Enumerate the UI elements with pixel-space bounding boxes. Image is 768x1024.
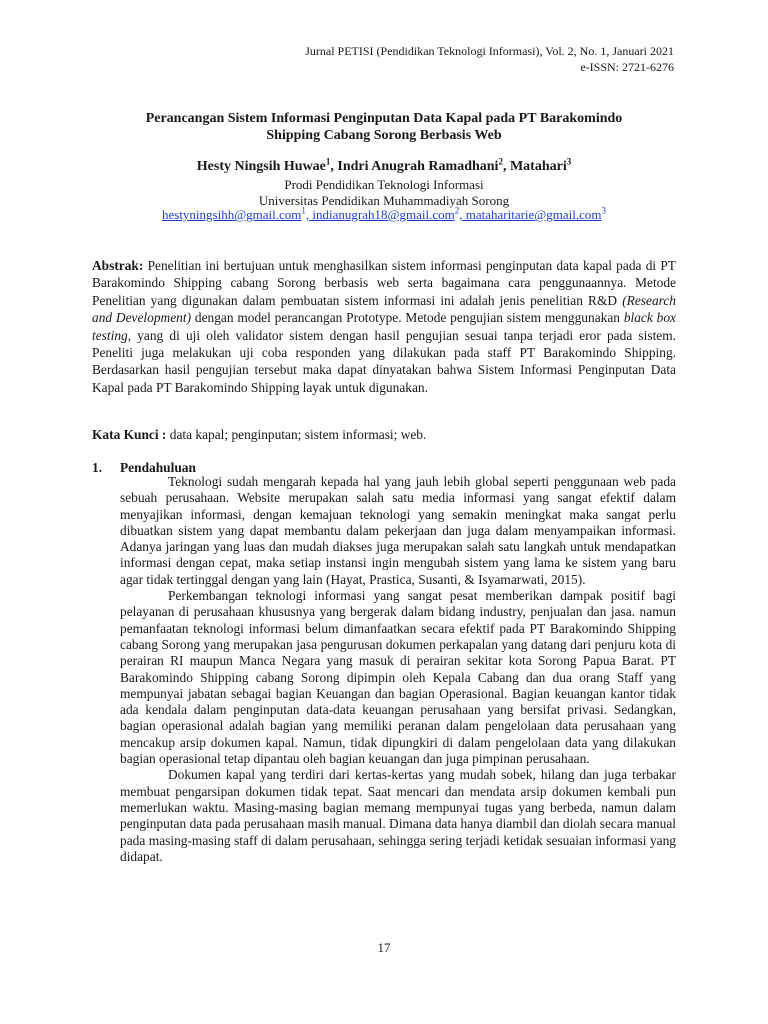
keywords-label: Kata Kunci : xyxy=(92,427,167,442)
email-link[interactable]: mataharitarie@gmail.com xyxy=(465,207,602,222)
keywords xyxy=(92,426,676,443)
author-separator: , xyxy=(330,159,338,174)
title-line-1: Perancangan Sistem Informasi Penginputan Data Kapal pada PT Barakomindo xyxy=(145,111,623,126)
abstract-text: yang di uji oleh validator sistem dengan hasil pengujian sesuai tanpa terjadi eror pada sistem. Peneliti juga melakukan uji coba responden yang dilakukan pada staff PT Barakomindo Shipping. Berdasarkan hasil pengujian tersebut maka dapat dinyatakan bahwa Sistem Informasi Penginputan Data Kapal pada PT Barakomindo Shipping layak untuk digunakan. xyxy=(92,327,676,395)
author-separator: , xyxy=(502,159,510,174)
author-emails xyxy=(92,207,676,223)
email-separator: , xyxy=(459,207,466,222)
email-superscript: 2 xyxy=(454,205,460,216)
email-link[interactable]: hestyningsihh@gmail.com xyxy=(161,207,302,222)
author-superscript: 2 xyxy=(498,156,503,167)
author-name: Hesty Ningsih Huwae xyxy=(196,159,326,174)
body-paragraph: Perkembangan teknologi informasi yang sangat pesat memberikan dampak positif bagi pelayanan di perusahaan khususnya yang bergerak dalam bidang industry, penjualan dan jasa. namun pemanfaatan teknologi informasi belum dimanfaatkan secara efektif pada PT Barakomindo Shipping cabang Sorong yang merupakan jasa pengurusan dokumen perkapalan yang datang dari penjuru kota di perairan RI maupun Manca Negara yang masuk di perairan sekitar kota Sorong Papua Barat. PT Barakomindo Shipping cabang Sorong dipimpin oleh Kepala Cabang dan dua orang Staff yang mempunyai jabatan sebagai bagian Keuangan dan bagian Operasional. Bagian keuangan kantor tidak ada kendala dalam penginputan data-data keuangan perusahaan yang bersifat privasi. Sedangkan, bagian operasional adalah bagian yang memiliki peranan dalam pengelolaan data perusahaan yang mencakup arsip dokumen kapal. Namun, tidak dipungkiri di dalam pengelolaan data yang dilakukan bagian operasional tetap dipantau oleh bagian keuangan dan juga pimpinan perusahaan. xyxy=(120,588,676,767)
email-separator: , xyxy=(305,207,313,222)
email-superscript: 1 xyxy=(301,205,306,216)
author-list xyxy=(92,158,676,176)
email-link[interactable]: indianugrah18@gmail.com xyxy=(312,207,455,222)
abstract-label: Abstrak: xyxy=(92,258,144,273)
author-name: Indri Anugrah Ramadhani xyxy=(337,159,499,174)
affiliation-university: Universitas Pendidikan Muhammadiyah Sorong xyxy=(258,192,510,208)
journal-citation: Jurnal PETISI (Pendidikan Teknologi Informasi), Vol. 2, No. 1, Januari 2021 xyxy=(305,44,674,58)
abstract-italic-blackbox: black box testing, xyxy=(92,310,676,343)
body-paragraph: Dokumen kapal yang terdiri dari kertas-kertas yang mudah sobek, hilang dan juga terbakar membuat pengarsipan dokumen tidak tepat. Saat mencari dan mendata arsip dokumen kembali pun memerlukan waktu. Masing-masing bagian memang mempunyai tugas yang berbeda, namun dalam penginputan data pada perusahaan masih manual. Dimana data hanya diambil dan diolah secara manual pada masing-masing staff di dalam perusahaan, sehingga sering terjadi ketidak sesuaian informasi yang didapat. xyxy=(120,767,676,864)
issn-line: e-ISSN: 2721-6276 xyxy=(580,60,674,74)
body-paragraph: Teknologi sudah mengarah kepada hal yang jauh lebih global seperti penggunaan web pada sebuah perusahaan. Website merupakan salah satu media informasi yang sangat efektif dalam menyajikan informasi, dengan kemajuan teknologi yang semakin meningkat maka sangat perlu dibuatkan sistem yang dapat membantu dalam pekerjaan dan juga dalam menyampaikan informasi. Adanya jaringan yang luas dan mudah diakses juga merupakan salah satu langkah untuk mendapatkan informasi dengan cepat, maka setiap instansi ingin mengubah sistem yang lama ke sistem yang baru agar tidak tertinggal dengan yang lain (Hayat, Prastica, Susanti, & Isyamarwati, 2015). xyxy=(120,474,676,587)
email-superscript: 3 xyxy=(601,205,607,216)
title-line-2: Shipping Cabang Sorong Berbasis Web xyxy=(266,128,502,143)
affiliation-program: Prodi Pendidikan Teknologi Informasi xyxy=(284,177,484,192)
abstract-text: Penelitian ini bertujuan untuk menghasilkan sistem informasi penginputan data kapal pada di PT Barakomindo Shipping cabang Sorong berbasis web serta bagaimana cara penggunaannya. Metode Penelitian yang digunakan dalam pembuatan sistem informasi ini adalah jenis penelitian R&D xyxy=(92,258,676,308)
paper-title xyxy=(92,110,676,144)
author-name: Matahari xyxy=(509,159,567,174)
journal-header xyxy=(305,43,674,75)
abstract-italic-rnd: (Research and Development) xyxy=(92,292,676,326)
section-number: 1. xyxy=(92,460,103,475)
page-number: 17 xyxy=(377,940,391,955)
affiliation xyxy=(92,177,676,208)
keywords-text: data kapal; penginputan; sistem informasi; web. xyxy=(166,427,427,442)
abstract xyxy=(92,257,676,396)
section-title: Pendahuluan xyxy=(120,460,196,475)
section-body xyxy=(120,474,676,865)
abstract-text: dengan model perancangan Prototype. Metode pengujian sistem menggunakan xyxy=(191,310,624,326)
author-superscript: 3 xyxy=(566,156,572,167)
author-superscript: 1 xyxy=(325,156,331,167)
